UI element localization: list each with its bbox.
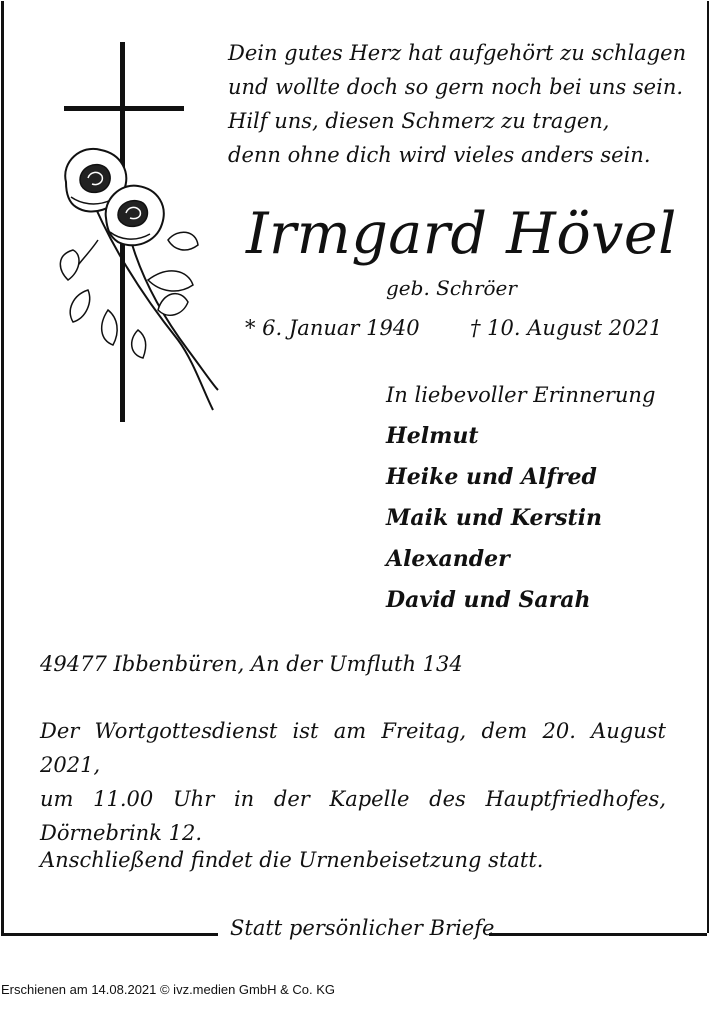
cross-with-roses-icon [28,40,228,424]
mourner-name: Maik und Kerstin [386,505,603,531]
mourners-list [386,418,602,623]
urn-note: Anschließend findet die Urnenbeisetzung statt. [40,848,544,872]
mourner-name: Alexander [386,546,510,572]
bottom-rule-left [1,933,218,936]
service-info [40,714,666,850]
mourner-name: Heike und Alfred [386,464,597,490]
poem-line: und wollte doch so gern noch bei uns sein. [228,75,684,99]
mourner-name: Helmut [386,423,479,449]
service-line: um 11.00 Uhr in der Kapelle des Hauptfriedhofes, [40,787,666,811]
maiden-name: geb. Schröer [386,276,517,300]
bottom-rule-right [489,933,707,936]
service-line: Der Wortgottesdienst ist am Freitag, dem 20. August 2021, [40,719,666,777]
service-line: Dörnebrink 12. [40,821,202,845]
memory-intro: In liebevoller Erinnerung [386,383,656,407]
poem-line: denn ohne dich wird vieles anders sein. [228,143,651,167]
poem-line: Dein gutes Herz hat aufgehört zu schlagen [228,41,687,65]
mourner-name: David und Sarah [386,587,591,613]
publication-footer: Erschienen am 14.08.2021 © ivz.medien GmbH & Co. KG [1,982,336,997]
poem [228,36,686,172]
letters-note: Statt persönlicher Briefe [230,916,495,940]
address: 49477 Ibbenbüren, An der Umfluth 134 [40,652,463,676]
deceased-name: Irmgard Hövel [246,201,677,267]
poem-line: Hilf uns, diesen Schmerz zu tragen, [228,109,610,133]
death-date: † 10. August 2021 [470,316,663,340]
birth-date: * 6. Januar 1940 [245,316,420,340]
